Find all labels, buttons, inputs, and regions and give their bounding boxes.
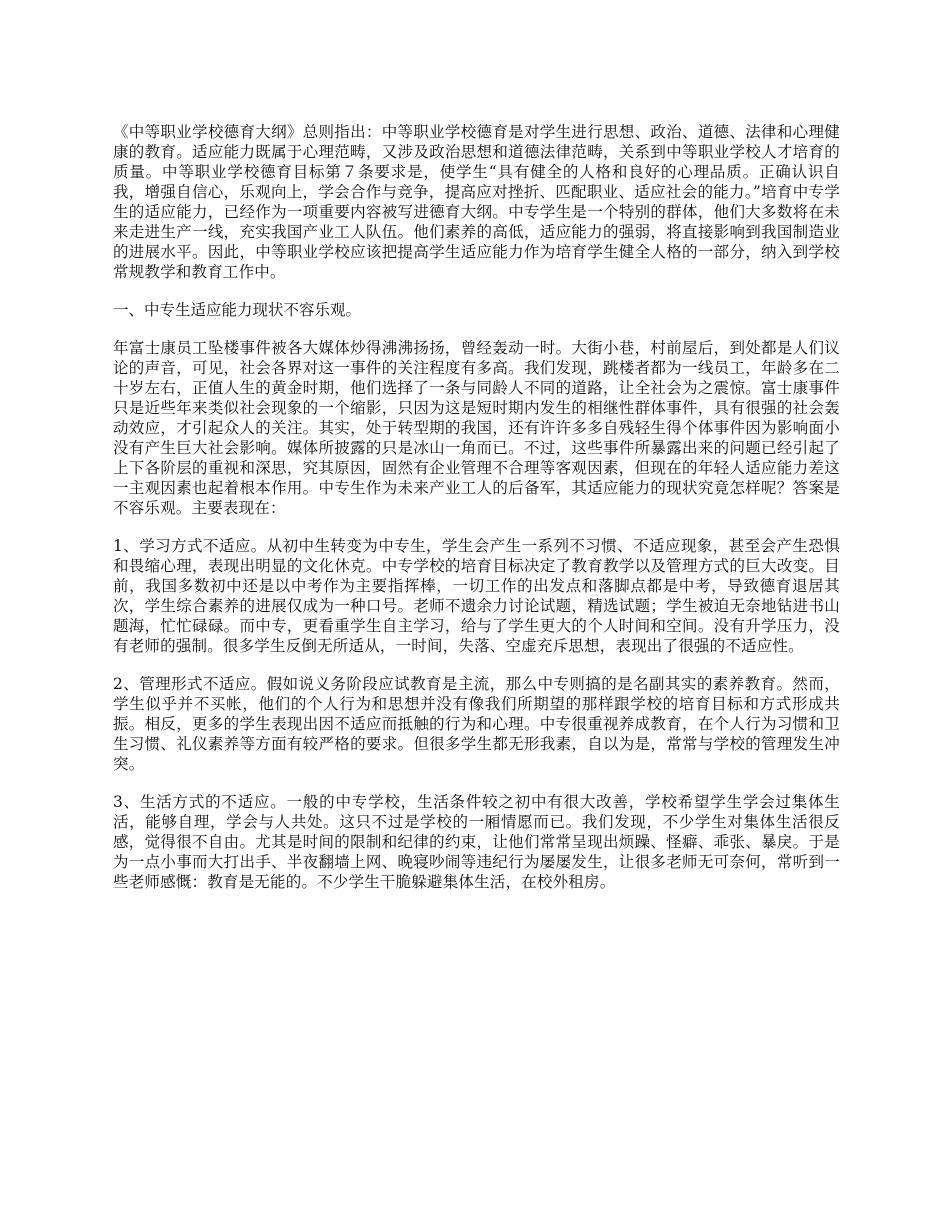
foxconn-paragraph: 年富士康员工坠楼事件被各大媒体炒得沸沸扬扬，曾经轰动一时。大街小巷，村前屋后，到处都是人们议论的声音，可见，社会各界对这一事件的关注程度有多高。我们发现，跳楼者都为一线员工，年龄多在二十岁左右，正值人生的黄金时期，他们选择了一条与同龄人不同的道路，让全社会为之震惊。富士康事件只是近些年来类似社会现象的一个缩影，只因为这是短时期内发生的相继性群体事件，具有很强的社会轰动效应，才引起众人的关注。其实，处于转型期的我国，还有许许多多自残轻生得个体事件因为影响面小没有产生巨大社会影响。媒体所披露的只是冰山一角而已。不过，这些事件所暴露出来的问题已经引起了上下各阶层的重视和深思，究其原因，固然有企业管理不合理等客观因素，但现在的年轻人适应能力差这一主观因素也起着根本作用。中专生作为未来产业工人的后备军，其适应能力的现状究竟怎样呢？答案是不容乐观。主要表现在：	[113, 339, 840, 517]
learning-style-paragraph: 1、学习方式不适应。从初中生转变为中专生，学生会产生一系列不习惯、不适应现象，甚至会产生恐惧和畏缩心理，表现出明显的文化休克。中专学校的培育目标决定了教育教学以及管理方式的巨大改变。目前，我国多数初中还是以中考作为主要指挥棒，一切工作的出发点和落脚点都是中考，导致德育退居其次，学生综合素养的进展仅成为一种口号。老师不遗余力讨论试题，精选试题；学生被迫无奈地钻进书山题海，忙忙碌碌。而中专，更看重学生自主学习，给与了学生更大的个人时间和空间。没有升学压力，没有老师的强制。很多学生反倒无所适从，一时间，失落、空虚充斥思想，表现出了很强的不适应性。	[113, 537, 840, 655]
section-heading: 一、中专生适应能力现状不容乐观。	[113, 301, 362, 319]
intro-paragraph: 《中等职业学校德育大纲》总则指出：中等职业学校德育是对学生进行思想、政治、道德、法律和心理健康的教育。适应能力既属于心理范畴，又涉及政治思想和道德法律范畴，关系到中等职业学校人才培育的质量。中等职业学校德育目标第７条要求是，使学生“具有健全的人格和良好的心理品质。正确认识自我，增强自信心，乐观向上，学会合作与竞争，提高应对挫折、匹配职业、适应社会的能力。”培育中专学生的适应能力，已经作为一项重要内容被写进德育大纲。中专学生是一个特别的群体，他们大多数将在未来走进生产一线，充实我国产业工人队伍。他们素养的高低，适应能力的强弱，将直接影响到我国制造业的进展水平。因此，中等职业学校应该把提高学生适应能力作为培育学生健全人格的一部分，纳入到学校常规教学和教育工作中。	[113, 123, 840, 281]
document-body	[113, 122, 840, 910]
management-paragraph: 2、管理形式不适应。假如说义务阶段应试教育是主流，那么中专则搞的是名副其实的素养教育。然而，学生似乎并不买帐，他们的个人行为和思想并没有像我们所期望的那样跟学校的培育目标和方式形成共振。相反，更多的学生表现出因不适应而抵触的行为和心理。中专很重视养成教育，在个人行为习惯和卫生习惯、礼仪素养等方面有较严格的要求。但很多学生都无形我素，自以为是，常常与学校的管理发生冲突。	[113, 675, 840, 773]
lifestyle-paragraph: 3、生活方式的不适应。一般的中专学校，生活条件较之初中有很大改善，学校希望学生学会过集体生活，能够自理，学会与人共处。这只不过是学校的一厢情愿而已。我们发现，不少学生对集体生活很反感，觉得很不自由。尤其是时间的限制和纪律的约束，让他们常常呈现出烦躁、怪癖、乖张、暴戾。于是为一点小事而大打出手、半夜翻墙上网、晚寝吵闹等违纪行为屡屡发生，让很多老师无可奈何，常听到一些老师感慨：教育是无能的。不少学生干脆躲避集体生活，在校外租房。	[113, 793, 840, 891]
